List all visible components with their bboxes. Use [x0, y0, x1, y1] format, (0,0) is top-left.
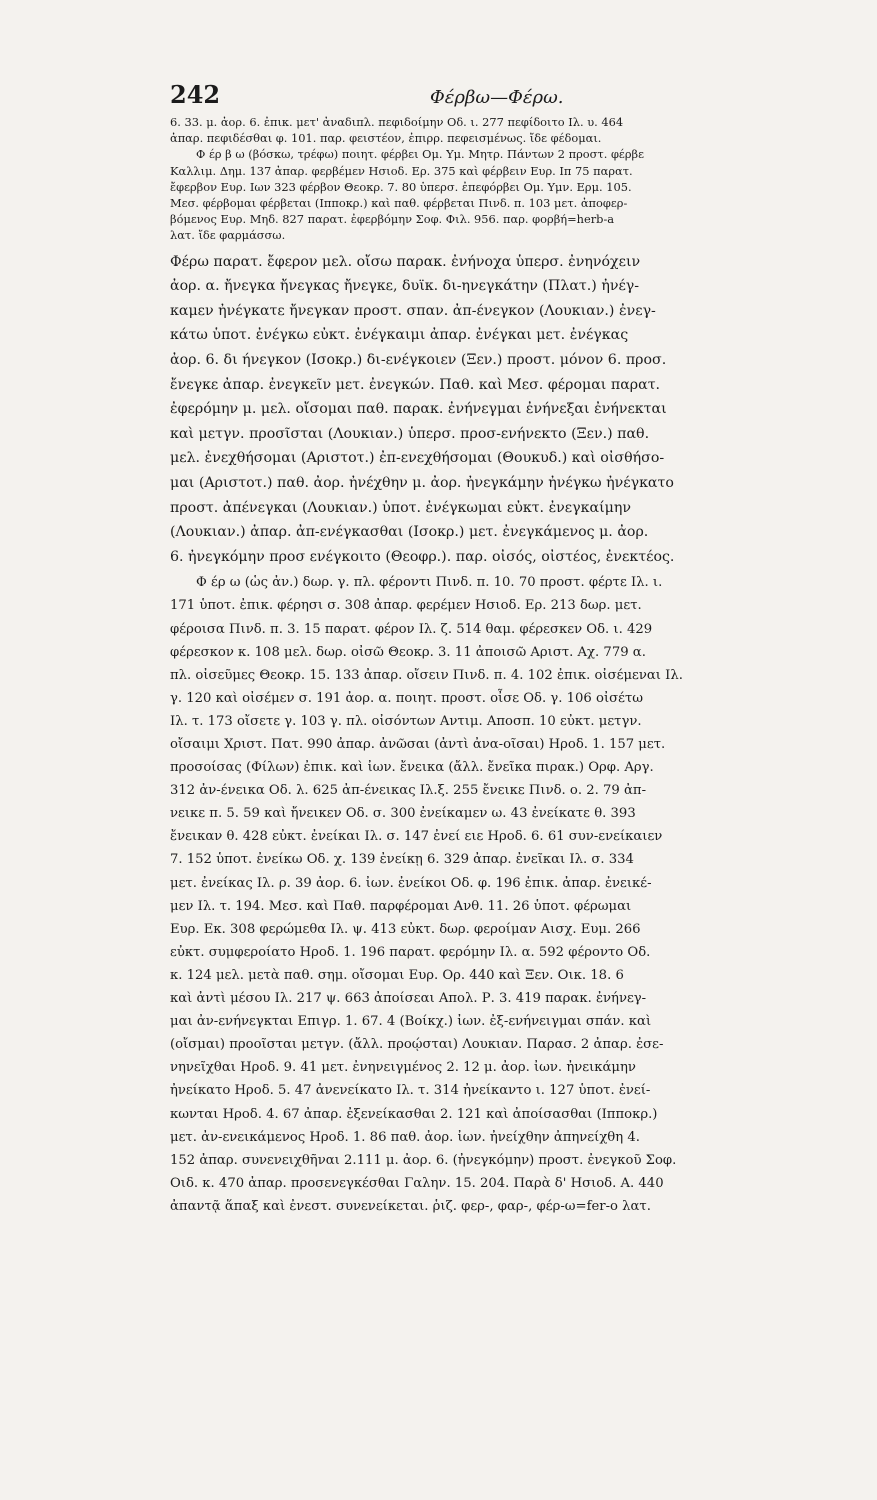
- page-number: 242: [170, 80, 221, 109]
- text-line: (οἴσμαι) προοῖσται μετγν. (ἄλλ. προῴσται) Λουκιαν. Παρασ. 2 ἀπαρ. ἐσε-: [170, 1037, 664, 1053]
- text-line: μεν Ιλ. τ. 194. Μεσ. καὶ Παθ. παρφέρομαι Ανθ. 11. 26 ὑποτ. φέρωμαι: [170, 898, 632, 914]
- text-line: φέρεσκον κ. 108 μελ. δωρ. οἰσῶ Θεοκρ. 3. 11 ἀποισῶ Αριστ. Αχ. 779 α.: [170, 644, 646, 660]
- text-line: προσοίσας (Φίλων) ἐπικ. καὶ ἰων. ἔνεικα (ἄλλ. ἔνεῖκα πιρακ.) Ορφ. Αργ.: [170, 760, 654, 776]
- text-line: καὶ ἀντὶ μέσου Ιλ. 217 ψ. 663 ἀποίσεαι Απολ. Ρ. 3. 419 παρακ. ἐνήνεγ-: [170, 991, 647, 1007]
- text-line: πλ. οἰσεῦμες Θεοκρ. 15. 133 ἀπαρ. οἴσειν Πινδ. π. 4. 102 ἐπικ. οἰσέμεναι Ιλ.: [170, 667, 683, 683]
- page-header: [170, 80, 837, 114]
- text-line: μετ. ἐνείκας Ιλ. ρ. 39 ἀορ. 6. ἰων. ἐνείκοι Οδ. φ. 196 ἐπικ. ἀπαρ. ἐνεικέ-: [170, 875, 652, 891]
- text-line: Ιλ. τ. 173 οἴσετε γ. 103 γ. πλ. οἰσόντων Αντιμ. Αποσπ. 10 εὐκτ. μετγν.: [170, 713, 642, 729]
- running-head: Φέρβω—Φέρω.: [430, 87, 564, 108]
- text-line: Φέρω παρατ. ἔφερον μελ. οἴσω παρακ. ἐνήνοχα ὑπερσ. ἐνηνόχειν: [170, 253, 641, 270]
- entry-phero-poetic: [170, 571, 837, 1218]
- text-line: ἔφερβον Ευρ. Ιων 323 φέρβον Θεοκρ. 7. 80 ὑπερσ. ἐπεφόρβει Ομ. Υμν. Ερμ. 105.: [170, 179, 632, 194]
- text-line: ἔνεικαν θ. 428 εὐκτ. ἐνείκαι Ιλ. σ. 147 ἐνεί ειε Ηροδ. 6. 61 συν-ενείκαιεν: [170, 829, 663, 845]
- text-line: 152 ἀπαρ. συνενειχθῆναι 2.111 μ. ἀορ. 6. (ἠνεγκόμην) προστ. ἐνεγκοῦ Σοφ.: [170, 1152, 677, 1168]
- text-line: νεικε π. 5. 59 καὶ ἤνεικεν Οδ. σ. 300 ἐνείκαμεν ω. 43 ἐνείκατε θ. 393: [170, 806, 636, 822]
- text-line: μελ. ἐνεχθήσομαι (Αριστοτ.) ἐπ-ενεχθήσομαι (Θουκυδ.) καὶ οἰσθήσο-: [170, 450, 665, 467]
- text-line: 6. ἠνεγκόμην προσ ενέγκοιτο (Θεοφρ.). παρ. οἰσός, οἰστέος, ἐνεκτέος.: [170, 548, 675, 565]
- text-line: ἀπαντᾷ ἅπαξ καὶ ἐνεστ. συνενείκεται. ῥιζ. φερ-, φαρ-, φέρ-ω=fer-o λατ.: [170, 1198, 651, 1214]
- text-line: ἀορ. α. ἤνεγκα ἤνεγκας ἤνεγκε, δυϊκ. δι-ηνεγκάτην (Πλατ.) ἠνέγ-: [170, 278, 640, 295]
- text-line: 6. 33. μ. ἀορ. 6. ἐπικ. μετ' ἀναδιπλ. πεφιδοίμην Οδ. ι. 277 πεφίδοιτο Ιλ. υ. 464: [170, 115, 624, 129]
- text-line: Φ έρ ω (ὡς ἀν.) δωρ. γ. πλ. φέροντι Πινδ. π. 10. 70 προστ. φέρτε Ιλ. ι.: [196, 575, 663, 591]
- text-line: (Λουκιαν.) ἀπαρ. ἀπ-ενέγκασθαι (Ισοκρ.) μετ. ἐνεγκάμενος μ. ἀορ.: [170, 524, 649, 541]
- text-line: κ. 124 μελ. μετὰ παθ. σημ. οἴσομαι Ευρ. Ορ. 440 καὶ Ξεν. Οικ. 18. 6: [170, 967, 624, 983]
- entry-pherbo: [170, 146, 837, 243]
- text-line: Οιδ. κ. 470 ἀπαρ. προσενεγκέσθαι Γαλην. 15. 204. Παρὰ δ' Ησιοδ. Α. 440: [170, 1175, 664, 1191]
- entry-continuation: [170, 114, 837, 146]
- text-line: οἴσαιμι Χριστ. Πατ. 990 ἀπαρ. ἀνῶσαι (ἀντὶ ἀνα-οῖσαι) Ηροδ. 1. 157 μετ.: [170, 737, 666, 752]
- text-line: λατ. ἴδε φαρμάσσω.: [170, 228, 286, 243]
- text-line: Φ έρ β ω (βόσκω, τρέφω) ποιητ. φέρβει Ομ. Υμ. Μητρ. Πάντων 2 προστ. φέρβε: [196, 147, 645, 162]
- text-line: Μεσ. φέρβομαι φέρβεται (Ιπποκρ.) καὶ παθ. φέρβεται Πινδ. π. 103 μετ. ἀποφερ-: [170, 196, 628, 211]
- text-line: καὶ μετγν. προσῖσται (Λουκιαν.) ὑπερσ. προσ-ενήνεκτο (Ξεν.) παθ.: [170, 425, 650, 442]
- text-line: κωνται Ηροδ. 4. 67 ἀπαρ. ἐξενείκασθαι 2. 121 καὶ ἀποίσασθαι (Ιπποκρ.): [170, 1106, 658, 1122]
- text-line: 312 ἀν-ένεικα Οδ. λ. 625 ἀπ-ένεικας Ιλ.ξ. 255 ἔνεικε Πινδ. ο. 2. 79 ἀπ-: [170, 783, 647, 799]
- text-line: μαι (Αριστοτ.) παθ. ἀορ. ἠνέχθην μ. ἀορ. ἠνεγκάμην ἠνέγκω ἠνέγκατο: [170, 474, 674, 491]
- text-line: ἔνεγκε ἀπαρ. ἐνεγκεῖν μετ. ἐνεγκών. Παθ. καὶ Μεσ. φέρομαι παρατ.: [170, 376, 661, 393]
- text-line: εὐκτ. συμφεροίατο Ηροδ. 1. 196 παρατ. φερόμην Ιλ. α. 592 φέροντο Οδ.: [170, 944, 651, 960]
- text-line: ἀπαρ. πεφιδέσθαι φ. 101. παρ. φειστέον, ἐπιρρ. πεφεισμένως. ἴδε φέδομαι.: [170, 131, 602, 146]
- text-line: γ. 120 καὶ οἰσέμεν σ. 191 ἀορ. α. ποιητ. προστ. οἶσε Οδ. γ. 106 οἰσέτω: [170, 690, 644, 706]
- text-line: καμεν ἠνέγκατε ἤνεγκαν προστ. σπαν. ἀπ-ένεγκον (Λουκιαν.) ἐνεγ-: [170, 302, 656, 319]
- text-line: ἠνείκατο Ηροδ. 5. 47 ἀνενείκατο Ιλ. τ. 314 ἠνείκαντο ι. 127 ὑποτ. ἐνεί-: [170, 1083, 651, 1099]
- text-line: Καλλιμ. Δημ. 137 ἀπαρ. φερβέμεν Ησιοδ. Ερ. 375 καὶ φέρβειν Ευρ. Ιπ 75 παρατ.: [170, 163, 633, 178]
- text-line: μετ. ἀν-ενεικάμενος Ηροδ. 1. 86 παθ. ἀορ. ἰων. ἠνείχθην ἀπηνείχθη 4.: [170, 1129, 640, 1145]
- text-line: φέροισα Πινδ. π. 3. 15 παρατ. φέρον Ιλ. ζ. 514 θαμ. φέρεσκεν Οδ. ι. 429: [170, 621, 653, 637]
- text-line: 7. 152 ὑποτ. ἐνείκω Οδ. χ. 139 ἐνείκῃ 6. 329 ἀπαρ. ἐνεῖκαι Ιλ. σ. 334: [170, 852, 634, 868]
- text-line: προστ. ἀπένεγκαι (Λουκιαν.) ὑποτ. ἐνέγκωμαι εὐκτ. ἐνεγκαίμην: [170, 499, 631, 516]
- text-line: νηνεῖχθαι Ηροδ. 9. 41 μετ. ἐνηνειγμένος 2. 12 μ. ἀορ. ἰων. ἠνεικάμην: [170, 1060, 636, 1076]
- text-line: Ευρ. Εκ. 308 φερώμεθα Ιλ. ψ. 413 εὐκτ. δωρ. φεροίμαν Αισχ. Ευμ. 266: [170, 921, 641, 937]
- text-line: κάτω ὑποτ. ἐνέγκω εὐκτ. ἐνέγκαιμι ἀπαρ. ἐνέγκαι μετ. ἐνέγκας: [170, 327, 629, 344]
- text-line: μαι ἀν-ενήνεγκται Επιγρ. 1. 67. 4 (Βοίκχ.) ἰων. ἐξ-ενήνειγμαι σπάν. καὶ: [170, 1014, 652, 1030]
- text-line: 171 ὑποτ. ἐπικ. φέρησι σ. 308 ἀπαρ. φερέμεν Ησιοδ. Ερ. 213 δωρ. μετ.: [170, 598, 642, 614]
- text-line: ἀορ. 6. δι ήνεγκον (Ισοκρ.) δι-ενέγκοιεν (Ξεν.) προστ. μόνον 6. προσ.: [170, 352, 667, 368]
- entry-phero-attic: [170, 250, 837, 570]
- text-line: ἐφερόμην μ. μελ. οἴσομαι παθ. παρακ. ἐνήνεγμαι ἐνήνεξαι ἐνήνεκται: [170, 401, 667, 418]
- text-line: βόμενος Ευρ. Μηδ. 827 παρατ. ἐφερβόμην Σοφ. Φιλ. 956. παρ. φορβή=herb-a: [170, 212, 615, 227]
